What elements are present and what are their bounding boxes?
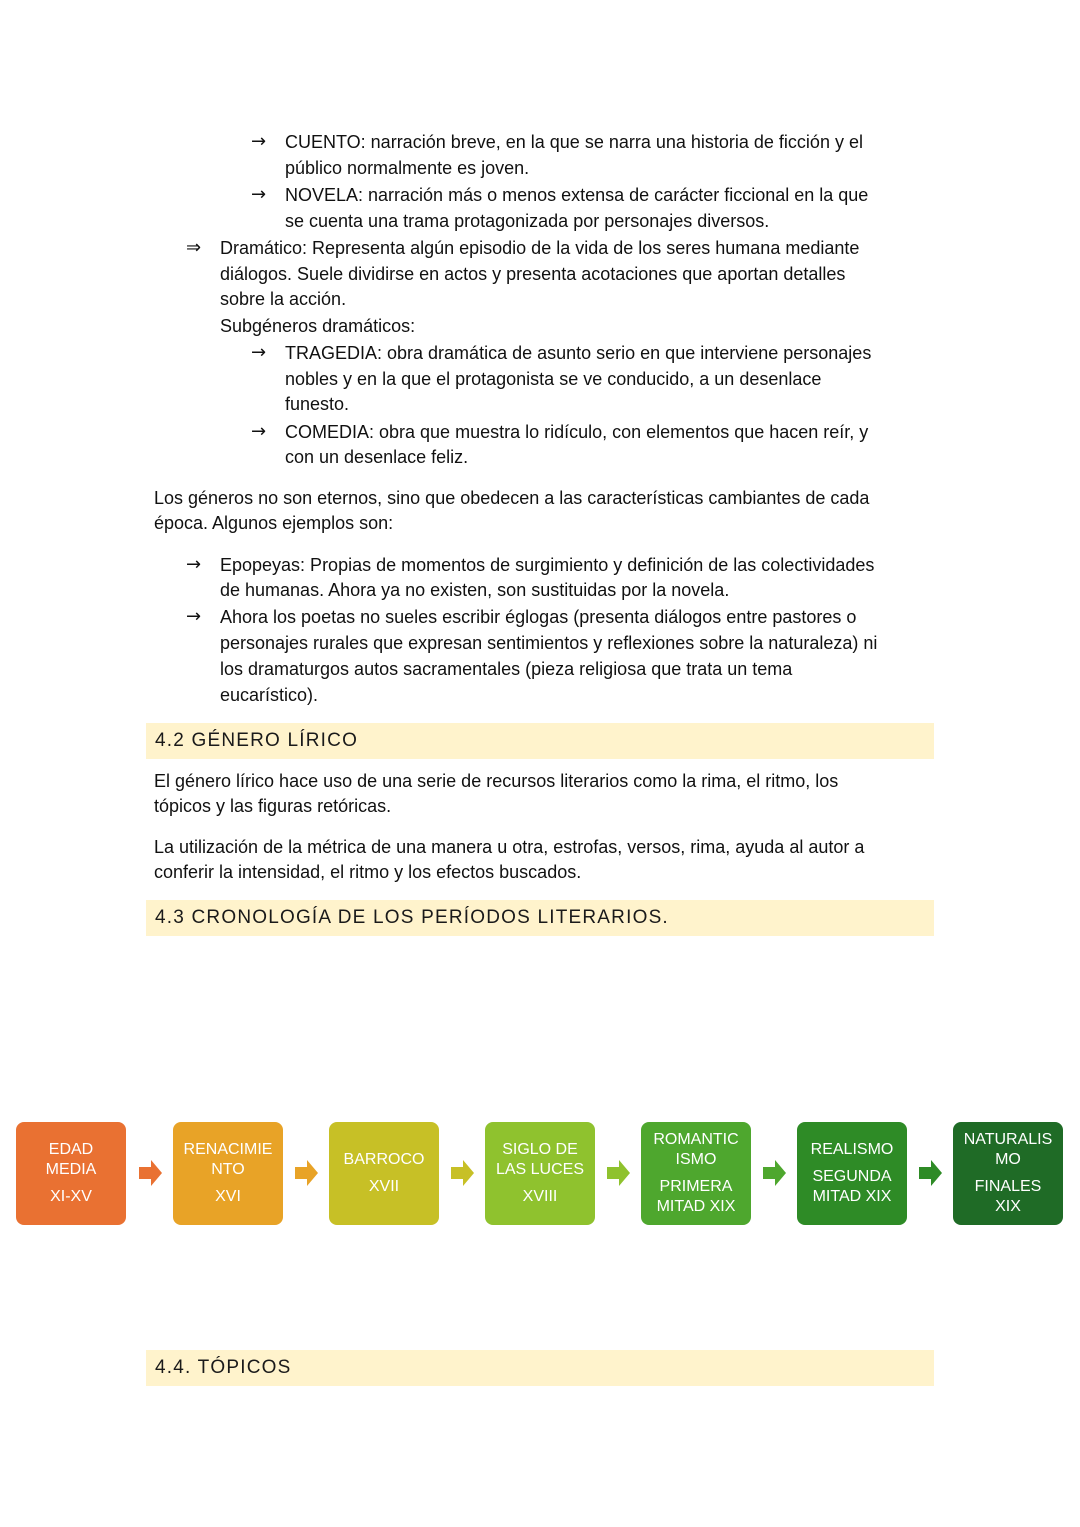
arrow-right-icon: [449, 1159, 475, 1187]
tragedia-line-2: nobles y en la que el protagonista se ve conducido, a un desenlace: [285, 369, 822, 389]
double-arrow-bullet-icon: ⇒: [186, 237, 202, 258]
period-box-edad-media: [16, 1122, 126, 1225]
section-heading-topicos: [146, 1350, 934, 1386]
lirico-p1-line-2: tópicos y las figuras retóricas.: [154, 796, 392, 816]
period-name: ROMANTIC ISMO: [653, 1131, 739, 1168]
arrow-right-icon: [137, 1159, 163, 1187]
period-box-siglo-de-las-luces: [485, 1122, 595, 1225]
dramatico-line-1: Dramático: Representa algún episodio de la vida de los seres humana mediante: [220, 238, 860, 258]
eglogas-line-2: personajes rurales que expresan sentimientos y reflexiones sobre la naturaleza) ni: [220, 633, 878, 653]
arrow-right-icon: [293, 1159, 319, 1187]
section-title: 4.2 GÉNERO LÍRICO: [155, 730, 359, 751]
section-heading-lirico: [146, 723, 934, 759]
period-century: XVIII: [522, 1188, 558, 1205]
generos-intro-line-1: Los géneros no son eternos, sino que obedecen a las características cambiantes de cada: [154, 488, 870, 508]
period-name: BARROCO: [343, 1151, 425, 1168]
period-century: FINALES XIX: [974, 1178, 1042, 1215]
period-box-barroco: [329, 1122, 439, 1225]
period-century: SEGUNDA MITAD XIX: [812, 1168, 892, 1205]
arrow-bullet-icon: →: [251, 184, 267, 205]
arrow-bullet-icon: →: [251, 421, 267, 442]
arrow-right-icon: [761, 1159, 787, 1187]
novela-line-2: se cuenta una trama protagonizada por personajes diversos.: [285, 211, 770, 231]
comedia-line-1: COMEDIA: obra que muestra lo ridículo, con elementos que hacen reír, y: [285, 422, 869, 442]
lirico-p2-line-2: conferir la intensidad, el ritmo y los efectos buscados.: [154, 862, 582, 882]
period-box-renacimiento: [173, 1122, 283, 1225]
comedia-line-2: con un desenlace feliz.: [285, 447, 469, 467]
tragedia-line-3: funesto.: [285, 394, 350, 414]
subgeneros-label: Subgéneros dramáticos:: [220, 316, 416, 336]
eglogas-line-4: eucarístico).: [220, 685, 319, 705]
cuento-line-1: CUENTO: narración breve, en la que se narra una historia de ficción y el: [285, 132, 863, 152]
lirico-p1-line-1: El género lírico hace uso de una serie de recursos literarios como la rima, el ritmo, los: [154, 771, 839, 791]
arrow-bullet-icon: →: [251, 342, 267, 363]
arrow-bullet-icon: →: [186, 554, 202, 575]
period-century: PRIMERA MITAD XIX: [656, 1178, 736, 1215]
period-century: XVI: [215, 1188, 241, 1205]
novela-line-1: NOVELA: narración más o menos extensa de carácter ficcional en la que: [285, 185, 869, 205]
period-century: XI-XV: [50, 1188, 92, 1205]
period-century: XVII: [368, 1178, 400, 1195]
period-box-naturalismo: [953, 1122, 1063, 1225]
eglogas-line-1: Ahora los poetas no sueles escribir églogas (presenta diálogos entre pastores o: [220, 607, 857, 627]
arrow-bullet-icon: →: [251, 131, 267, 152]
dramatico-line-2: diálogos. Suele dividirse en actos y presenta acotaciones que aportan detalles: [220, 264, 846, 284]
eglogas-line-3: los dramaturgos autos sacramentales (pieza religiosa que trata un tema: [220, 659, 793, 679]
epopeyas-line-2: de humanas. Ahora ya no existen, son sustituidas por la novela.: [220, 580, 730, 600]
cuento-line-2: público normalmente es joven.: [285, 158, 530, 178]
section-heading-cronologia: [146, 900, 934, 936]
period-name: REALISMO: [810, 1141, 894, 1158]
period-name: RENACIMIE NTO: [183, 1141, 273, 1178]
period-box-romanticismo: [641, 1122, 751, 1225]
tragedia-line-1: TRAGEDIA: obra dramática de asunto serio en que interviene personajes: [285, 343, 872, 363]
section-title: 4.4. TÓPICOS: [155, 1357, 292, 1378]
period-name: NATURALIS MO: [963, 1131, 1053, 1168]
period-box-realismo: [797, 1122, 907, 1225]
arrow-bullet-icon: →: [186, 606, 202, 627]
generos-intro-line-2: época. Algunos ejemplos son:: [154, 513, 394, 533]
lirico-p2-line-1: La utilización de la métrica de una manera u otra, estrofas, versos, rima, ayuda al autor a: [154, 837, 865, 857]
dramatico-line-3: sobre la acción.: [220, 289, 347, 309]
epopeyas-line-1: Epopeyas: Propias de momentos de surgimiento y definición de las colectividades: [220, 555, 875, 575]
arrow-right-icon: [605, 1159, 631, 1187]
period-name: EDAD MEDIA: [45, 1141, 97, 1178]
section-title: 4.3 CRONOLOGÍA DE LOS PERÍODOS LITERARIOS.: [155, 907, 669, 928]
arrow-right-icon: [917, 1159, 943, 1187]
period-name: SIGLO DE LAS LUCES: [495, 1141, 585, 1178]
